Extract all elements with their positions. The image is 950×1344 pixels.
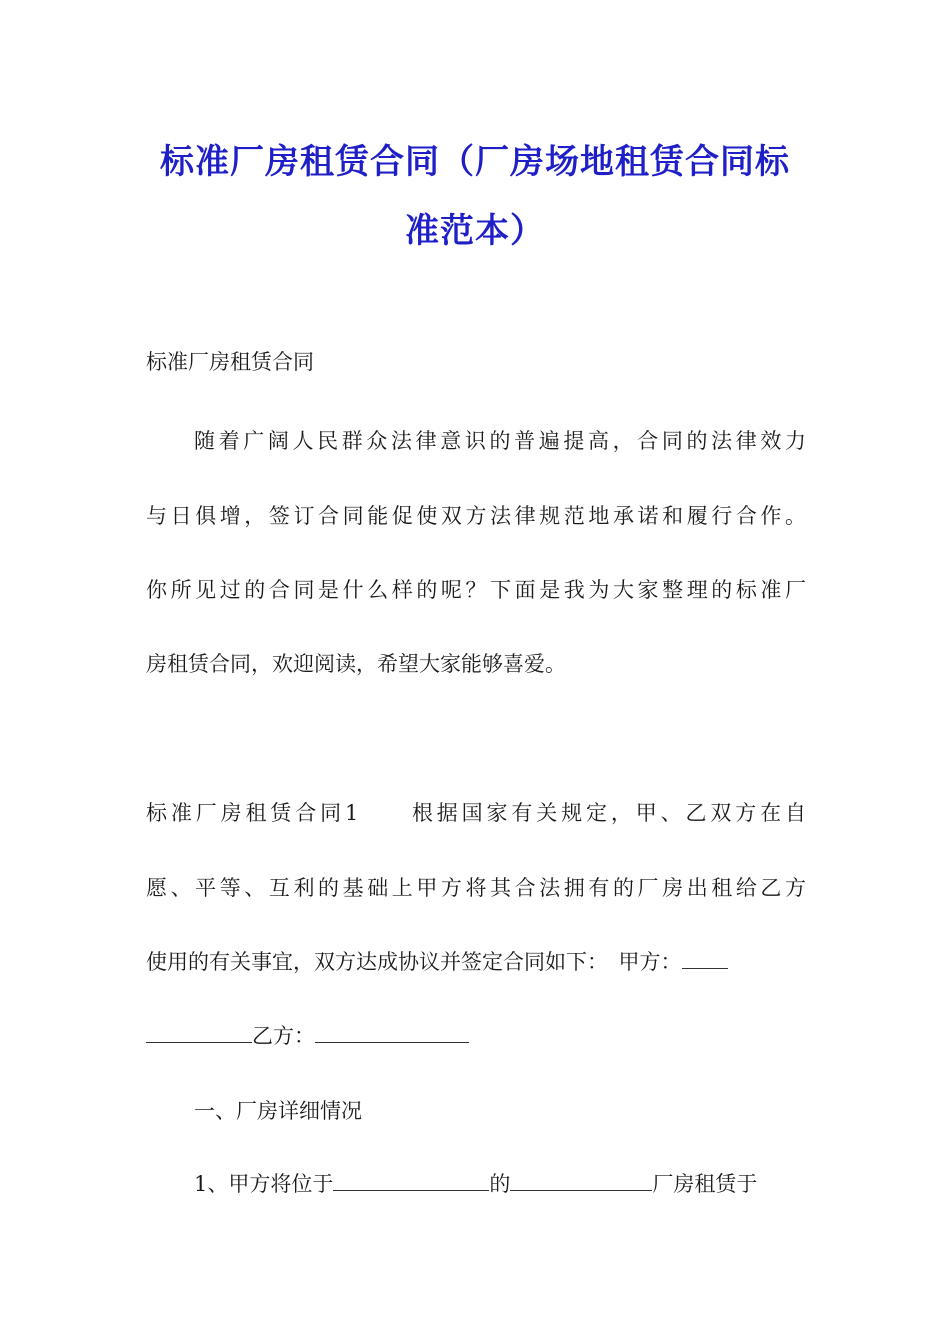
factory-name-blank xyxy=(510,1172,652,1191)
clause-1-prefix: 1、甲方将位于 xyxy=(194,1172,334,1196)
contract-1-line-1: 标准厂房租赁合同1 根据国家有关规定，甲、乙双方在自 xyxy=(146,801,806,825)
intro-line-4: 房租赁合同，欢迎阅读，希望大家能够喜爱。 xyxy=(146,652,566,676)
contract-1-line-3 xyxy=(146,946,728,976)
location-blank xyxy=(333,1172,489,1191)
clause-1-middle: 的 xyxy=(489,1172,511,1196)
party-line xyxy=(146,1020,469,1050)
section-1-heading: 一、厂房详细情况 xyxy=(194,1099,362,1123)
clause-1-line xyxy=(194,1168,806,1198)
party-b-blank xyxy=(315,1024,469,1043)
party-a-blank-continued xyxy=(146,1024,252,1043)
document-title-line-1: 标准厂房租赁合同（厂房场地租赁合同标 xyxy=(160,142,790,182)
document-title-line-2: 准范本） xyxy=(405,211,545,251)
subheading: 标准厂房租赁合同 xyxy=(146,350,314,374)
contract-1-line-2: 愿、平等、互利的基础上甲方将其合法拥有的厂房出租给乙方 xyxy=(146,876,806,900)
clause-1-suffix: 厂房租赁于 xyxy=(652,1172,758,1196)
intro-line-2: 与日俱增，签订合同能促使双方法律规范地承诺和履行合作。 xyxy=(146,504,806,528)
contract-1-line-3-text: 使用的有关事宜，双方达成协议并签定合同如下： 甲方： xyxy=(146,950,682,974)
intro-line-3: 你所见过的合同是什么样的呢？下面是我为大家整理的标准厂 xyxy=(146,578,806,602)
intro-line-1: 随着广阔人民群众法律意识的普遍提高，合同的法律效力 xyxy=(194,429,806,453)
party-b-label: 乙方： xyxy=(252,1024,315,1048)
party-a-blank xyxy=(682,950,728,969)
